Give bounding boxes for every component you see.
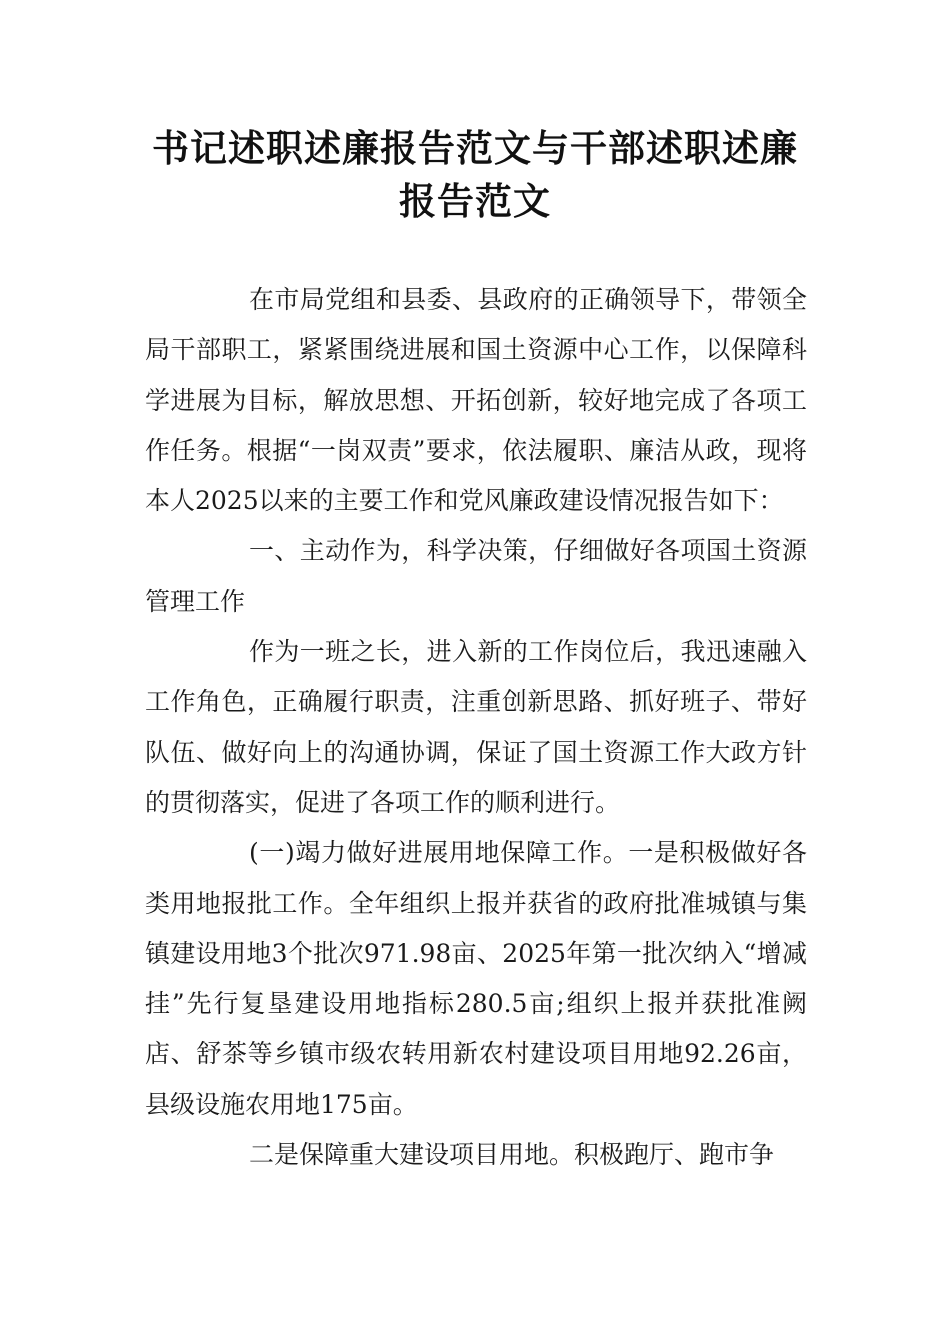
document-body [145, 275, 807, 1180]
section-heading-1: 一、主动作为，科学决策，仔细做好各项国土资源管理工作 [145, 536, 807, 616]
paragraph-role: 作为一班之长，进入新的工作岗位后，我迅速融入工作角色，正确履行职责，注重创新思路、抓好班子、带好队伍、做好向上的沟通协调，保证了国土资源工作大政方针的贯彻落实，促进了各项工作的顺利进行。 [145, 637, 807, 817]
document-title: 书记述职述廉报告范文与干部述职述廉报告范文 [152, 127, 798, 223]
paragraph-land-guarantee: (一)竭力做好进展用地保障工作。一是积极做好各类用地报批工作。全年组织上报并获省的政府批准城镇与集镇建设用地3个批次971.98亩、2025年第一批次纳入“增减挂”先行复垦建设用地指标280.5亩;组织上报并获批准阙店、舒茶等乡镇市级农转用新农村建设项目用地92.26亩，县级设施农用地175亩。 [145, 838, 807, 1119]
paragraph-intro: 在市局党组和县委、县政府的正确领导下，带领全局干部职工，紧紧围绕进展和国土资源中心工作，以保障科学进展为目标，解放思想、开拓创新，较好地完成了各项工作任务。根据“一岗双责”要求，依法履职、廉洁从政，现将本人2025以来的主要工作和党风廉政建设情况报告如下： [145, 285, 807, 516]
paragraph-major-projects: 二是保障重大建设项目用地。积极跑厅、跑市争 [249, 1140, 775, 1170]
